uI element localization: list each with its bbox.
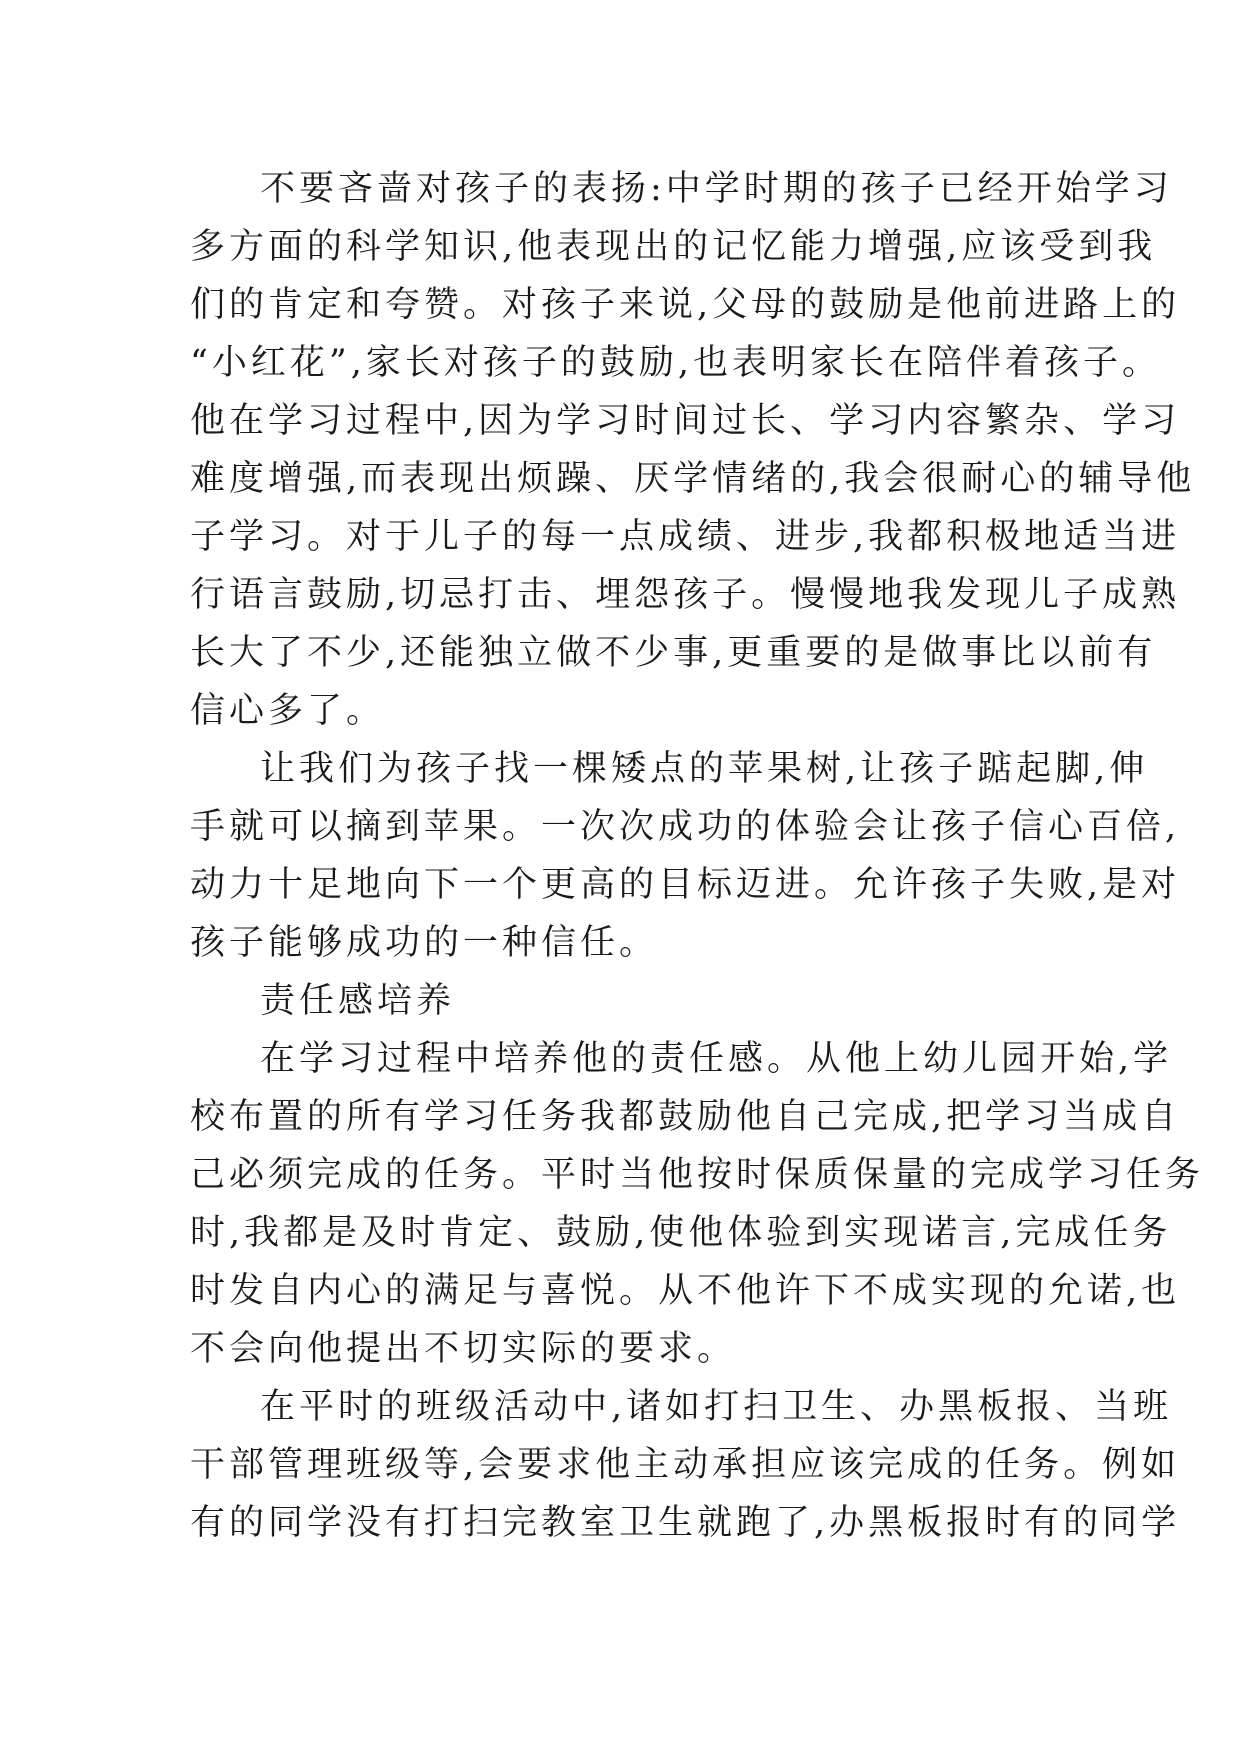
section-heading: 责任感培养 (260, 981, 456, 1021)
paragraph-line: 在学习过程中培养他的责任感。从他上幼儿园开始,学 (260, 1039, 1173, 1079)
paragraph-line: 手就可以摘到苹果。一次次成功的体验会让孩子信心百倍, (190, 807, 1181, 847)
paragraph-line: 多方面的科学知识,他表现出的记忆能力增强,应该受到我 (190, 227, 1157, 267)
paragraph-line: 己必须完成的任务。平时当他按时保质保量的完成学习任务 (190, 1155, 1205, 1195)
paragraph-line: 信心多了。 (190, 691, 386, 731)
paragraph-line: 孩子能够成功的一种信任。 (190, 923, 659, 963)
paragraph-line: “小红花”,家长对孩子的鼓励,也表明家长在陪伴着孩子。 (190, 343, 1162, 383)
paragraph-line: 子学习。对于儿子的每一点成绩、进步,我都积极地适当进 (190, 517, 1181, 557)
paragraph-line: 时发自内心的满足与喜悦。从不他许下不成实现的允诺,也 (190, 1271, 1181, 1311)
paragraph-line: 让我们为孩子找一棵矮点的苹果树,让孩子踮起脚,伸 (260, 749, 1149, 789)
paragraph-line: 有的同学没有打扫完教室卫生就跑了,办黑板报时有的同学 (190, 1503, 1181, 1543)
paragraph-line: 干部管理班级等,会要求他主动承担应该完成的任务。例如 (190, 1445, 1181, 1485)
paragraph-line: 不会向他提出不切实际的要求。 (190, 1329, 737, 1369)
paragraph-line: 动力十足地向下一个更高的目标迈进。允许孩子失败,是对 (190, 865, 1181, 905)
paragraph-line: 在平时的班级活动中,诸如打扫卫生、办黑板报、当班 (260, 1387, 1173, 1427)
paragraph-line: 行语言鼓励,切忌打击、埋怨孩子。慢慢地我发现儿子成熟 (190, 575, 1181, 615)
paragraph-line: 校布置的所有学习任务我都鼓励他自己完成,把学习当成自 (190, 1097, 1181, 1137)
paragraph-line: 时,我都是及时肯定、鼓励,使他体验到实现诺言,完成任务 (190, 1213, 1172, 1253)
paragraph-line: 不要吝啬对孩子的表扬:中学时期的孩子已经开始学习 (260, 169, 1173, 209)
paragraph-line: 他在学习过程中,因为学习时间过长、学习内容繁杂、学习 (190, 401, 1181, 441)
paragraph-line: 难度增强,而表现出烦躁、厌学情绪的,我会很耐心的辅导他 (190, 459, 1196, 499)
paragraph-line: 们的肯定和夸赞。对孩子来说,父母的鼓励是他前进路上的 (190, 285, 1181, 325)
paragraph-line: 长大了不少,还能独立做不少事,更重要的是做事比以前有 (190, 633, 1157, 673)
body-text (190, 160, 1205, 1552)
